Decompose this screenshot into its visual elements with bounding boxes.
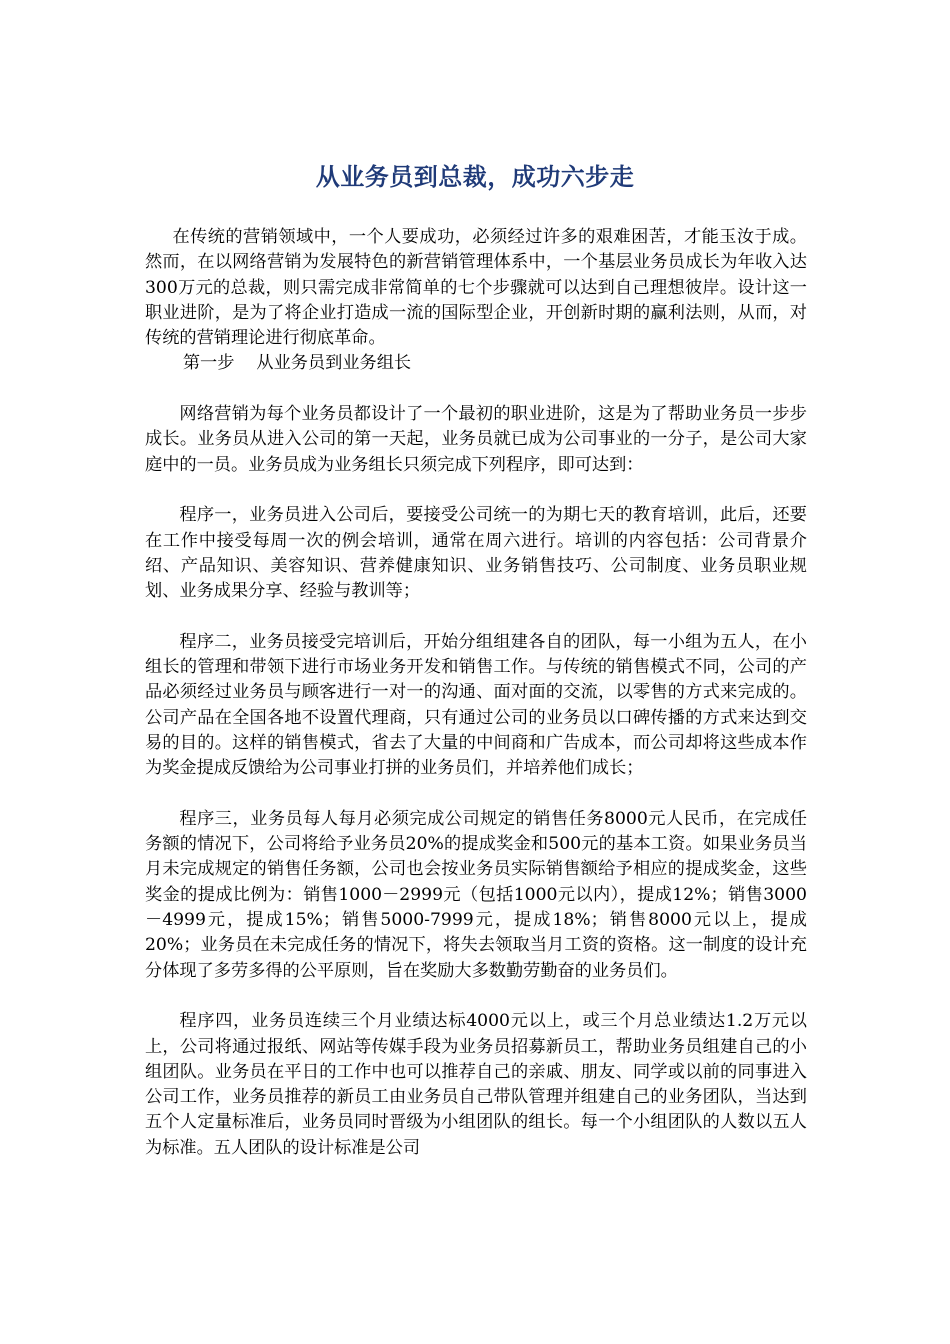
procedure-4-paragraph: 程序四，业务员连续三个月业绩达标4000元以上，或三个月总业绩达1.2万元以上，公司将通过报纸、网站等传媒手段为业务员招募新员工，帮助业务员组建自己的小组团队。业务员在平日的工作中也可以推荐自己的亲戚、朋友、同学或以前的同事进入公司工作，业务员推荐的新员工由业务员自己带队管理并组建自己的业务团队，当达到五个人定量标准后，业务员同时晋级为小组团队的组长。每一个小组团队的人数以五人为标准。五人团队的设计标准是公司 [145,1011,807,1158]
intro-paragraph: 在传统的营销领域中，一个人要成功，必须经过许多的艰难困苦，才能玉汝于成。然而，在以网络营销为发展特色的新营销管理体系中，一个基层业务员成长为年收入达300万元的总裁，则只需完成非常简单的七个步骤就可以达到自己理想彼岸。设计这一职业进阶，是为了将企业打造成一流的国际型企业，开创新时期的赢利法则，从而，对传统的营销理论进行彻底革命。 [145,227,807,349]
paragraph-spacer [145,377,807,402]
paragraph-spacer [145,478,807,503]
paragraph-spacer [145,604,807,629]
network-paragraph: 网络营销为每个业务员都设计了一个最初的职业进阶，这是为了帮助业务员一步步成长。业务员从进入公司的第一天起，业务员就已成为公司事业的一分子，是公司大家庭中的一员。业务员成为业务组长只须完成下列程序，即可达到： [145,404,807,475]
step-heading [145,351,807,376]
document-body [145,225,807,1161]
document-title: 从业务员到总裁，成功六步走 [315,162,635,191]
step-title: 从业务员到业务组长 [256,353,412,374]
procedure-2-paragraph: 程序二，业务员接受完培训后，开始分组组建各自的团队，每一小组为五人，在小组长的管理和带领下进行市场业务开发和销售工作。与传统的销售模式不同，公司的产品必须经过业务员与顾客进行一对一的沟通、面对面的交流，以零售的方式来完成的。公司产品在全国各地不设置代理商，只有通过公司的业务员以口碑传播的方式来达到交易的目的。这样的销售模式，省去了大量的中间商和广告成本，而公司却将这些成本作为奖金提成反馈给为公司事业打拼的业务员们，并培养他们成长； [145,631,807,779]
step-label: 第一步 [182,353,235,374]
procedure-3-paragraph: 程序三，业务员每人每月必须完成公司规定的销售任务8000元人民币，在完成任务额的情况下，公司将给予业务员20%的提成奖金和500元的基本工资。如果业务员当月未完成规定的销售任务额，公司也会按业务员实际销售额给予相应的提成奖金，这些奖金的提成比例为：销售1000－2999元（包括1000元以内），提成12%；销售3000－4999元，提成15%；销售5000-7999元，提成18%；销售8000元以上，提成20%；业务员在未完成任务的情况下，将失去领取当月工资的资格。这一制度的设计充分体现了多劳多得的公平原则，旨在奖励大多数勤劳勤奋的业务员们。 [145,808,807,981]
procedure-1-paragraph: 程序一，业务员进入公司后，要接受公司统一的为期七天的教育培训，此后，还要在工作中接受每周一次的例会培训，通常在周六进行。培训的内容包括：公司背景介绍、产品知识、美容知识、营养健康知识、业务销售技巧、公司制度、业务员职业规划、业务成果分享、经验与教训等； [145,505,807,602]
paragraph-spacer [145,984,807,1009]
paragraph-spacer [145,782,807,807]
